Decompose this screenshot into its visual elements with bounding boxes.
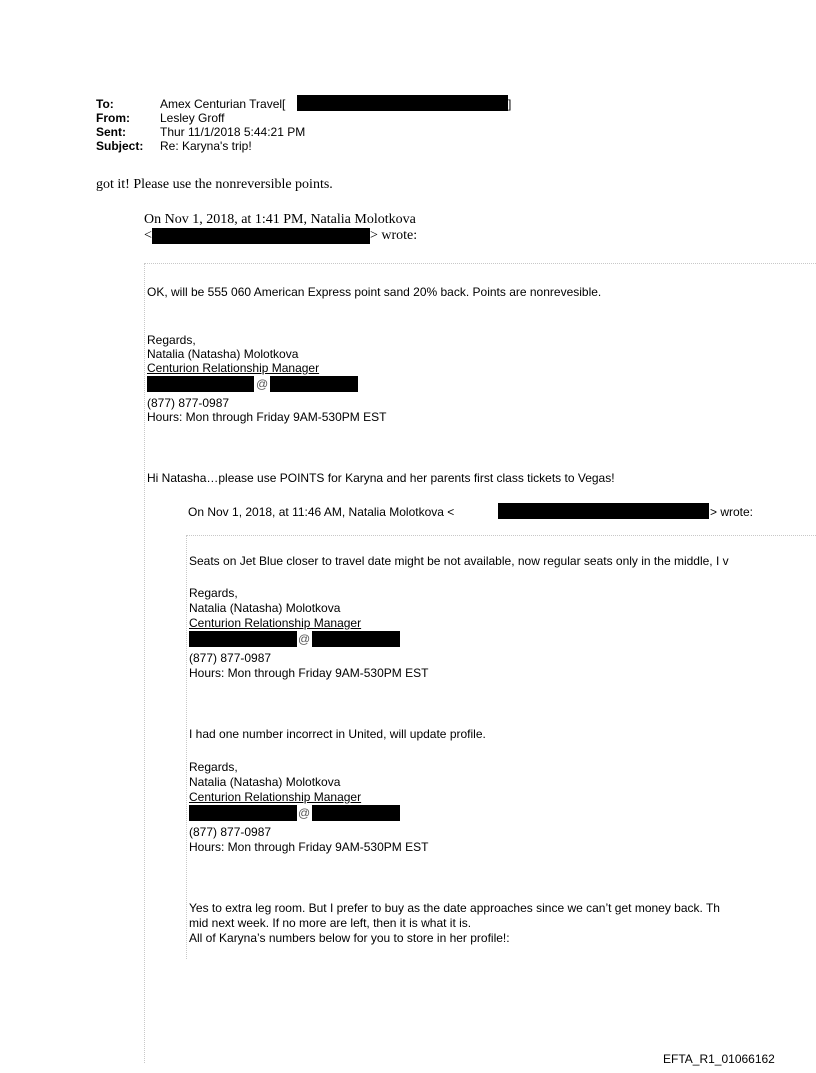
quote1-sig-name: Natalia (Natasha) Molotkova xyxy=(147,347,299,361)
reply-text: got it! Please use the nonreversible points. xyxy=(96,177,333,192)
quote1-sig-hours: Hours: Mon through Friday 9AM-530PM EST xyxy=(147,410,387,424)
redaction-quote2-sig2-domain xyxy=(312,805,400,821)
sent-label: Sent: xyxy=(96,125,126,139)
subject-value: Re: Karyna's trip! xyxy=(160,139,252,153)
quote2-lesley-line2: mid next week. If no more are left, then it is what it is. xyxy=(189,916,472,930)
from-label: From: xyxy=(96,111,130,125)
quote2-body1: Seats on Jet Blue closer to travel date might be not available, now regular seats only in the middle, I v xyxy=(189,554,729,568)
quote1-sig-title: Centurion Relationship Manager xyxy=(147,361,320,375)
quote1-attribution-open: < xyxy=(144,228,152,243)
subject-row xyxy=(96,139,305,153)
to-label: To: xyxy=(96,97,114,111)
quote2-sig-name: Natalia (Natasha) Molotkova xyxy=(189,601,341,615)
redaction-quote2-sig2-user xyxy=(189,805,297,821)
quote2-body2: I had one number incorrect in United, will update profile. xyxy=(189,727,486,741)
quote2-sig2-at: @ xyxy=(298,806,311,820)
quote2-attribution-close: > wrote: xyxy=(710,505,754,519)
quote2-lesley-line3: All of Karyna’s numbers below for you to store in her profile!: xyxy=(189,931,510,945)
redaction-quote1-sig-user xyxy=(147,376,254,392)
quote2-sig2-regards: Regards, xyxy=(189,760,238,774)
quote2-sig-hours: Hours: Mon through Friday 9AM-530PM EST xyxy=(189,666,429,680)
quote1-top-border xyxy=(144,263,816,264)
to-value: Amex Centurian Travel[ xyxy=(160,97,286,111)
quote2-sig-at: @ xyxy=(298,632,311,646)
quote2-sig-regards: Regards, xyxy=(189,586,238,600)
quote2-sig2-hours: Hours: Mon through Friday 9AM-530PM EST xyxy=(189,840,429,854)
redaction-quote2-email xyxy=(498,503,709,519)
quote1-attribution: On Nov 1, 2018, at 1:41 PM, Natalia Molotkova xyxy=(144,212,416,227)
redaction-quote2-sig-user xyxy=(189,631,297,647)
quote2-lesley-line1: Yes to extra leg room. But I prefer to buy as the date approaches since we can’t get money back. Th xyxy=(189,901,720,915)
redaction-quote2-sig-domain xyxy=(312,631,400,647)
to-close-bracket: ] xyxy=(508,97,512,111)
sent-value: Thur 11/1/2018 5:44:21 PM xyxy=(160,125,306,139)
quote1-body: OK, will be 555 060 American Express point sand 20% back. Points are nonrevesible. xyxy=(147,285,602,299)
quote2-top-border xyxy=(186,535,816,536)
redaction-quote1-sig-domain xyxy=(270,376,358,392)
quote2-sig2-name: Natalia (Natasha) Molotkova xyxy=(189,775,341,789)
email-header xyxy=(96,97,305,153)
document-id-footer: EFTA_R1_01066162 xyxy=(663,1052,775,1066)
quote1-lesley-message: Hi Natasha…please use POINTS for Karyna and her parents first class tickets to Vegas! xyxy=(147,471,615,485)
from-value: Lesley Groff xyxy=(160,111,225,125)
subject-label: Subject: xyxy=(96,139,144,153)
quote2-attribution: On Nov 1, 2018, at 11:46 AM, Natalia Molotkova < xyxy=(188,505,455,519)
quote2-sig2-phone: (877) 877-0987 xyxy=(189,825,272,839)
redaction-quote1-email xyxy=(152,228,370,244)
quote1-sig-regards: Regards, xyxy=(147,333,196,347)
quote2-left-border xyxy=(186,535,187,959)
redaction-to-email xyxy=(297,95,508,111)
quote1-left-border xyxy=(144,263,145,1063)
quote1-attribution-close: > wrote: xyxy=(370,228,418,243)
quote1-sig-phone: (877) 877-0987 xyxy=(147,396,230,410)
sent-row xyxy=(96,125,305,139)
quote1-sig-at: @ xyxy=(256,377,269,391)
quote2-sig-phone: (877) 877-0987 xyxy=(189,651,272,665)
to-row xyxy=(96,97,305,111)
from-row xyxy=(96,111,305,125)
quote2-sig-title: Centurion Relationship Manager xyxy=(189,616,362,630)
quote2-sig2-title: Centurion Relationship Manager xyxy=(189,790,362,804)
